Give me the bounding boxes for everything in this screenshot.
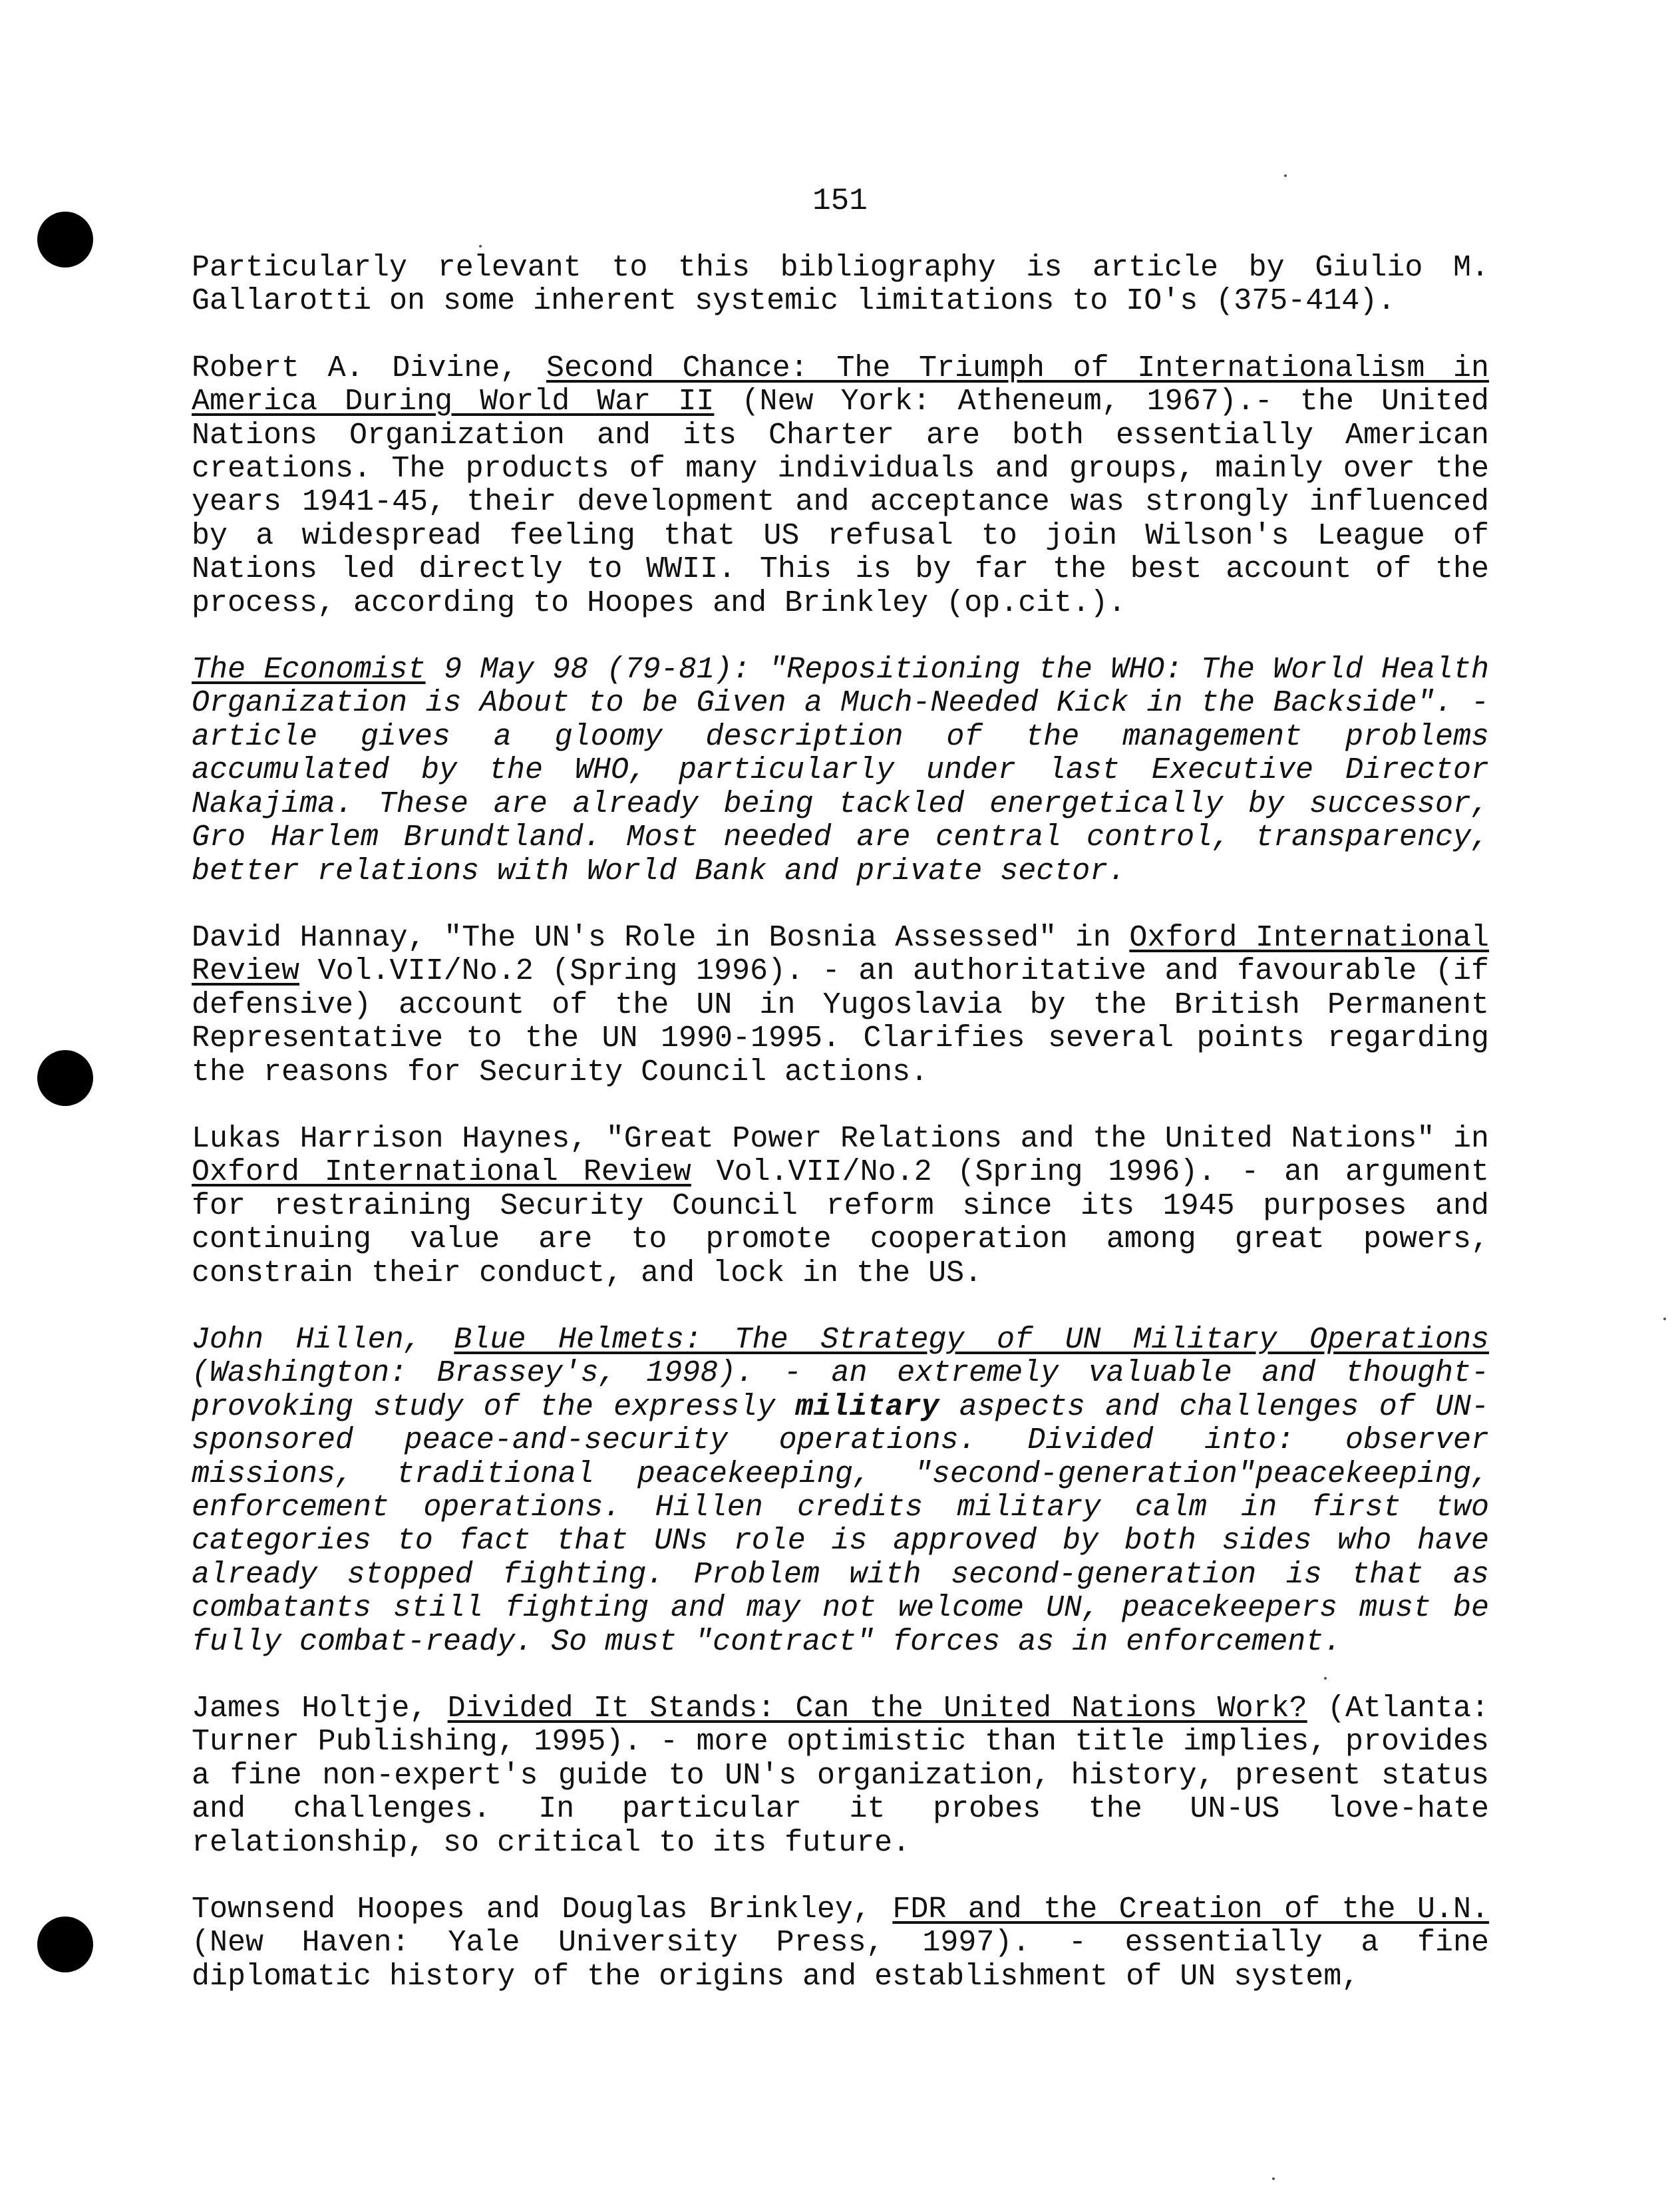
bibliography-entry (192, 922, 1489, 1089)
bibliography-entries (192, 252, 1489, 2027)
entry-title: Second Chance: The Triumph of Internationalism in America During World War II (192, 351, 1489, 419)
entry-text: Particularly relevant to this bibliography is article by Giulio M. Gallarotti on some inherent systemic limitations to IO's (375-414). (192, 251, 1489, 319)
bibliography-entry (192, 1123, 1489, 1290)
bibliography-entry (192, 1692, 1489, 1860)
entry-text: (Washington: Brassey's, 1998). - an extremely valuable and thought-provoking study of the expressly (192, 1356, 1489, 1424)
bibliography-entry (192, 653, 1489, 888)
scan-speck (1284, 174, 1287, 177)
entry-text: Robert A. Divine, (192, 351, 546, 385)
entry-title: Blue Helmets: The Strategy of UN Military Operations (454, 1322, 1489, 1357)
entry-text: James Holtje, (192, 1692, 448, 1726)
scan-speck (479, 245, 482, 248)
entry-title: FDR and the Creation of the U.N. (892, 1893, 1490, 1927)
emphasis-text: military (795, 1389, 939, 1424)
scan-speck (1663, 1318, 1666, 1320)
entry-text: (Atlanta: Turner Publishing, 1995). - more optimistic than title implies, provides a fine non-expert's guide to UN's organization, history, present status and challenges. In particular it probes the UN-US love-hate relationship, so critical to its future. (192, 1692, 1489, 1860)
page-number: 151 (812, 184, 868, 218)
entry-title: Divided It Stands: Can the United Nations Work? (447, 1692, 1307, 1726)
entry-title: Oxford International Review (192, 920, 1489, 989)
entry-text: Townsend Hoopes and Douglas Brinkley, (192, 1893, 893, 1927)
entry-text: aspects and challenges of UN-sponsored peace-and-security operations. Divided into: observer missions, traditional peacekeeping, "second-generation"peacekeeping, enforcement operations. Hillen credits military calm in first two categories to fact that UNs role is approved by both sides who have already stopped fighting. Problem with second-generation is that as combatants still fighting and may not welcome UN, peacekeepers must be fully combat-ready. So must "contract" forces as in enforcement. (192, 1389, 1489, 1659)
entry-text: 9 May 98 (79-81): "Repositioning the WHO: The World Health Organization is About to be Given a Much-Needed Kick in the Backside". - article gives a gloomy description of the management problems accumulated by the WHO, particularly under last Executive Director Nakajima. These are already being tackled energetically by successor, Gro Harlem Brundtland. Most needed are central control, transparency, better relations with World Bank and private sector. (192, 653, 1489, 888)
entry-text: John Hillen, (192, 1322, 454, 1357)
entry-text: (New York: Atheneum, 1967).- the United Nations Organization and its Charter are both essentially American creations. The products of many individuals and groups, mainly over the years 1941-45, their development and acceptance was strongly influenced by a widespread feeling that US refusal to join Wilson's League of Nations led directly to WWII. This is by far the best account of the process, according to Hoopes and Brinkley (op.cit.). (192, 385, 1489, 620)
entry-text: David Hannay, "The UN's Role in Bosnia Assessed" in (192, 920, 1130, 955)
entry-title: Oxford International Review (192, 1155, 691, 1190)
entry-text: Vol.VII/No.2 (Spring 1996). - an authoritative and favourable (if defensive) account of the UN in Yugoslavia by the British Permanent Representative to the UN 1990-1995. Clarifies several points regarding the reasons for Security Council actions. (192, 954, 1489, 1089)
entry-text: Vol.VII/No.2 (Spring 1996). - an argument for restraining Security Council reform since its 1945 purposes and continuing value are to promote cooperation among great powers, constrain their conduct, and lock in the US. (192, 1155, 1489, 1290)
entry-text: (New Haven: Yale University Press, 1997). - essentially a fine diplomatic history of the origins and establishment of UN system, (192, 1926, 1489, 1994)
entry-title: The Economist (192, 653, 426, 687)
bibliography-entry (192, 1893, 1489, 1994)
scan-speck (1272, 2177, 1275, 2180)
bibliography-entry (192, 352, 1489, 620)
punch-hole-bottom (37, 1917, 93, 1972)
bibliography-entry (192, 252, 1489, 319)
punch-hole-middle (37, 1050, 93, 1106)
bibliography-entry (192, 1324, 1489, 1659)
entry-text: Lukas Harrison Haynes, "Great Power Relations and the United Nations" in (192, 1121, 1489, 1156)
